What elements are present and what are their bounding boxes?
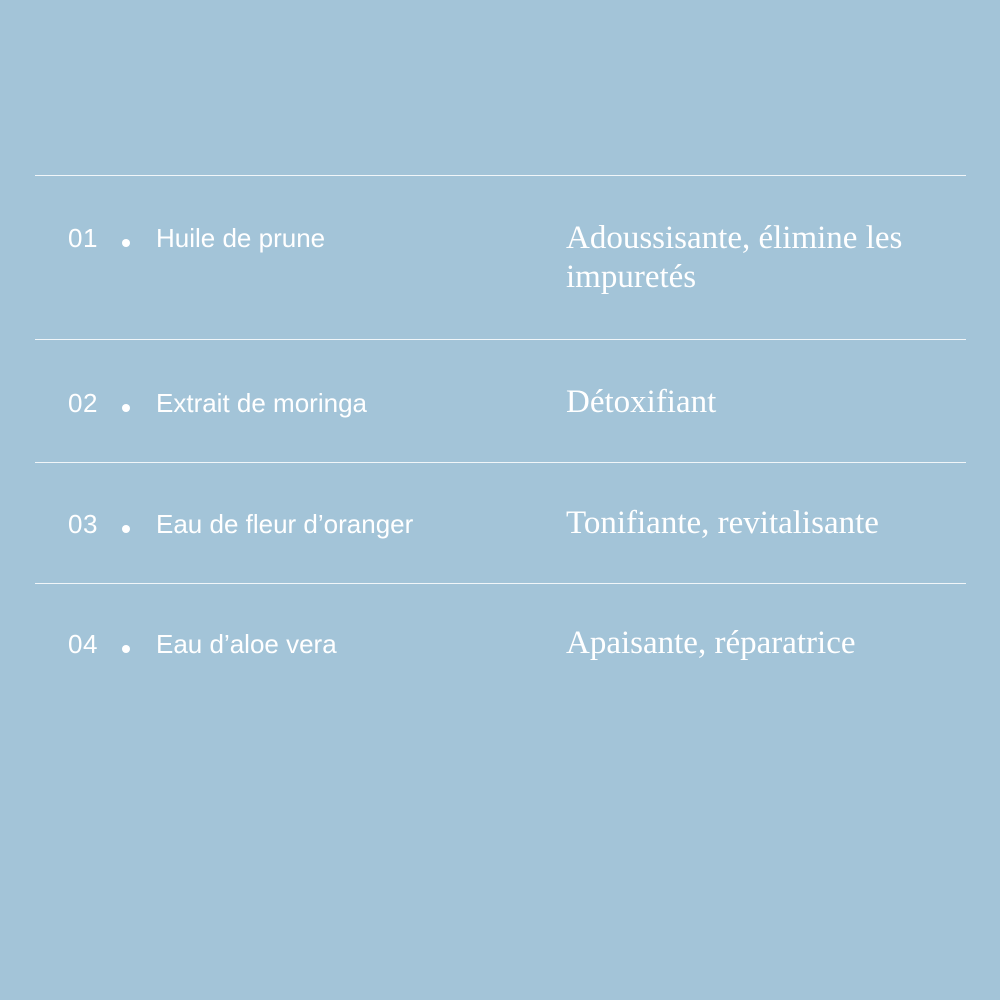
ingredient-number: 02 (68, 388, 98, 418)
ingredient-name: Eau de fleur d’oranger (156, 509, 414, 539)
bullet-dot-icon (122, 525, 130, 533)
ingredient-description: Adoussisante, élimine les impuretés (566, 220, 903, 295)
bullet-dot-icon (122, 645, 130, 653)
ingredient-name: Huile de prune (156, 223, 326, 253)
ingredient-description: Apaisante, réparatrice (566, 625, 856, 661)
bullet-dot-icon (122, 239, 130, 247)
ingredient-description: Tonifiante, revitalisante (566, 505, 879, 541)
ingredient-row (35, 463, 966, 584)
ingredient-list (35, 175, 966, 714)
ingredient-name: Eau d’aloe vera (156, 629, 337, 659)
ingredient-description: Détoxifiant (566, 384, 717, 420)
ingredient-number: 03 (68, 509, 98, 539)
ingredient-row (35, 176, 966, 340)
ingredient-row (35, 340, 966, 463)
bullet-dot-icon (122, 404, 130, 412)
ingredient-name: Extrait de moringa (156, 388, 367, 418)
ingredient-row (35, 584, 966, 714)
ingredient-number: 01 (68, 223, 98, 253)
ingredient-number: 04 (68, 629, 98, 659)
